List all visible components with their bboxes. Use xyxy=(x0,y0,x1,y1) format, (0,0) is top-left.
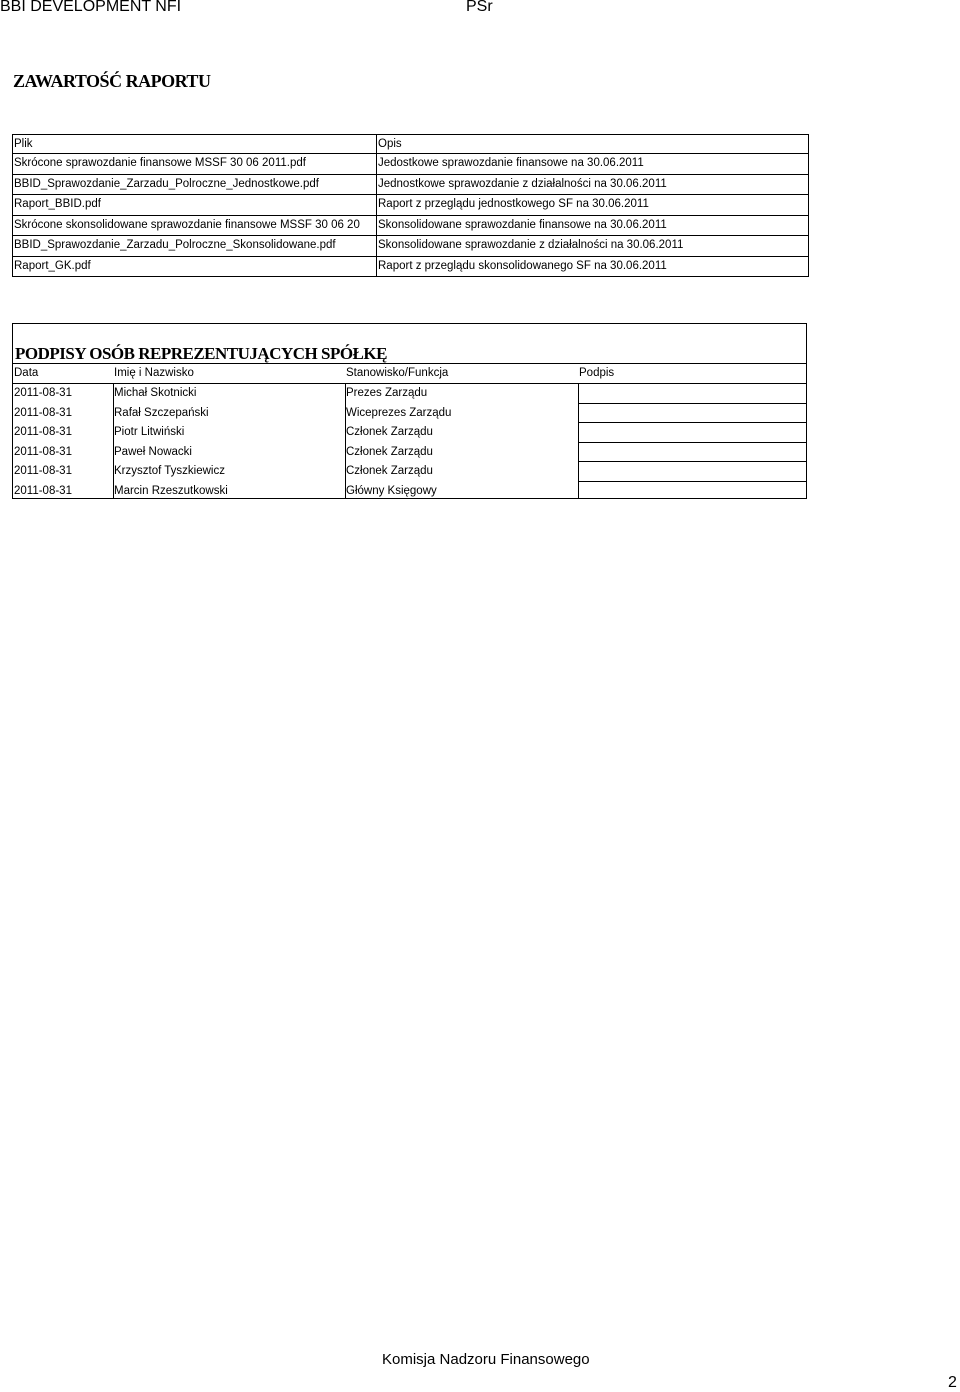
signatures-title: PODPISY OSÓB REPREZENTUJĄCYCH SPÓŁKĘ xyxy=(15,344,387,363)
file-description: Jednostkowe sprawozdanie z działalności na 30.06.2011 xyxy=(376,175,808,195)
signature-cell xyxy=(578,384,579,404)
column-header-date: Data xyxy=(14,367,39,379)
file-description: Raport z przeglądu jednostkowego SF na 30.06.2011 xyxy=(376,195,808,215)
person-position: Wiceprezes Zarządu xyxy=(346,406,452,419)
table-row xyxy=(13,404,806,424)
page-number: 2 xyxy=(948,1374,957,1391)
file-name[interactable]: Skrócone skonsolidowane sprawozdanie finansowe MSSF 30 06 20 xyxy=(14,218,360,231)
table-row xyxy=(13,236,808,257)
column-header-description: Opis xyxy=(376,135,808,153)
person-name: Rafał Szczepański xyxy=(114,406,209,419)
sign-date: 2011-08-31 xyxy=(14,426,72,439)
table-row xyxy=(13,384,806,404)
table-row xyxy=(13,462,806,482)
signature-cell xyxy=(578,482,579,502)
column-header-file: Plik xyxy=(14,138,33,150)
table-row xyxy=(13,443,806,463)
page-title: ZAWARTOŚĆ RAPORTU xyxy=(13,71,211,91)
table-row xyxy=(13,216,808,237)
table-row xyxy=(13,482,806,502)
person-position: Członek Zarządu xyxy=(346,426,433,439)
signatures-header-row xyxy=(13,364,806,384)
sign-date: 2011-08-31 xyxy=(14,406,72,419)
files-table xyxy=(12,134,809,277)
file-name[interactable]: Raport_BBID.pdf xyxy=(14,198,101,210)
person-name: Piotr Litwiński xyxy=(114,426,185,439)
column-header-name: Imię i Nazwisko xyxy=(114,367,194,379)
table-row xyxy=(13,154,808,175)
person-name: Marcin Rzeszutkowski xyxy=(114,485,228,497)
person-name: Krzysztof Tyszkiewicz xyxy=(114,465,225,478)
sign-date: 2011-08-31 xyxy=(14,465,72,478)
person-position: Członek Zarządu xyxy=(346,465,433,478)
table-row xyxy=(13,257,808,278)
file-description: Jedostkowe sprawozdanie finansowe na 30.06.2011 xyxy=(376,154,808,174)
person-name: Michał Skotnicki xyxy=(114,387,197,399)
file-description: Skonsolidowane sprawozdanie finansowe na 30.06.2011 xyxy=(376,216,808,236)
file-name[interactable]: BBID_Sprawozdanie_Zarzadu_Polroczne_Skonsolidowane.pdf xyxy=(14,239,336,251)
file-description: Skonsolidowane sprawozdanie z działalności na 30.06.2011 xyxy=(376,236,808,256)
signatures-table xyxy=(12,323,807,499)
person-position: Członek Zarządu xyxy=(346,445,433,458)
column-header-position: Stanowisko/Funkcja xyxy=(346,367,449,379)
table-row xyxy=(13,195,808,216)
header-report-type: PSr xyxy=(466,0,493,15)
person-position: Prezes Zarządu xyxy=(346,387,428,399)
files-table-header xyxy=(13,135,808,154)
file-description: Raport z przeglądu skonsolidowanego SF na 30.06.2011 xyxy=(376,257,808,277)
sign-date: 2011-08-31 xyxy=(14,387,72,399)
file-name[interactable]: Raport_GK.pdf xyxy=(14,259,91,272)
sign-date: 2011-08-31 xyxy=(14,485,72,497)
signature-cell xyxy=(578,404,579,424)
table-row xyxy=(13,175,808,196)
signature-cell xyxy=(578,423,579,443)
file-name[interactable]: Skrócone sprawozdanie finansowe MSSF 30 06 2011.pdf xyxy=(14,157,306,169)
header-company: BBI DEVELOPMENT NFI xyxy=(0,0,182,15)
signature-cell xyxy=(578,462,579,482)
person-position: Główny Księgowy xyxy=(346,485,437,497)
footer-text: Komisja Nadzoru Finansowego xyxy=(382,1351,590,1368)
column-header-signature: Podpis xyxy=(579,367,615,379)
person-name: Paweł Nowacki xyxy=(114,445,192,458)
sign-date: 2011-08-31 xyxy=(14,445,72,458)
file-name[interactable]: BBID_Sprawozdanie_Zarzadu_Polroczne_Jednostkowe.pdf xyxy=(14,177,319,190)
signature-cell xyxy=(578,443,579,463)
table-row xyxy=(13,423,806,443)
